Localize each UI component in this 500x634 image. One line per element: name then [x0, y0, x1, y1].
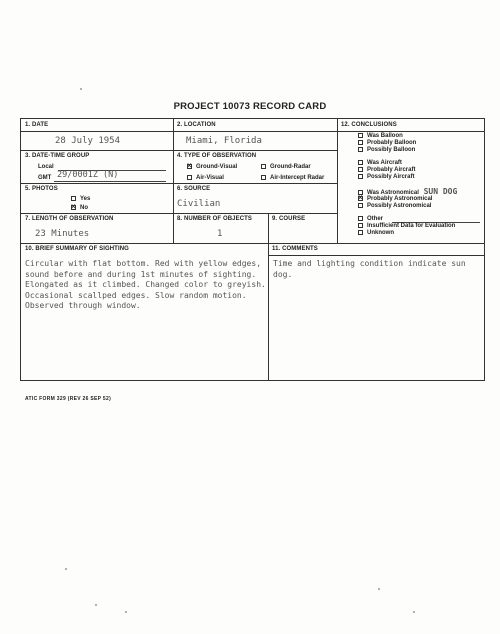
comments-text: Time and lighting condition indicate sun dog.	[273, 259, 466, 279]
scan-speck	[65, 568, 67, 570]
type-obs-label: 4. TYPE OF OBSERVATION	[177, 153, 257, 159]
scan-speck	[80, 88, 82, 90]
location-value: Miami, Florida	[186, 136, 262, 146]
insufficient-data-checkbox[interactable]	[358, 223, 363, 228]
astronomical-note: SUN DOG	[423, 187, 458, 196]
air-intercept-radar-checkbox[interactable]	[261, 175, 266, 180]
photos-no-checkbox[interactable]	[71, 205, 76, 210]
ground-visual-checkbox[interactable]	[187, 164, 192, 169]
source-value: Civilian	[177, 199, 221, 209]
air-visual-checkbox[interactable]	[187, 175, 192, 180]
photos-no[interactable]: ×No	[71, 205, 88, 211]
record-card	[20, 118, 485, 381]
conclusion-was-aircraft[interactable]: Was Aircraft	[358, 160, 402, 166]
scan-speck	[378, 588, 380, 590]
location-label: 2. LOCATION	[177, 122, 216, 128]
dtg-gmt-value: 29/0001Z (N)	[57, 170, 119, 180]
num-objects-value: 1	[217, 229, 223, 239]
conclusion-possibly-aircraft[interactable]: Possibly Aircraft	[358, 174, 414, 180]
was-aircraft-checkbox[interactable]	[358, 160, 363, 165]
date-label: 1. DATE	[25, 122, 49, 128]
conclusion-insufficient-data[interactable]: Insufficient Data for Evaluation	[358, 223, 455, 229]
num-objects-label: 8. NUMBER OF OBJECTS	[177, 216, 253, 222]
length-value: 23 Minutes	[35, 229, 90, 239]
conclusions-label: 12. CONCLUSIONS	[341, 122, 397, 128]
card-title: PROJECT 10073 RECORD CARD	[173, 101, 327, 112]
possibly-balloon-checkbox[interactable]	[358, 147, 363, 152]
course-label: 9. COURSE	[272, 216, 306, 222]
conclusion-was-balloon[interactable]: Was Balloon	[358, 133, 403, 139]
possibly-astronomical-checkbox[interactable]	[358, 203, 363, 208]
conclusion-probably-astronomical[interactable]: ×Probably Astronomical	[358, 196, 432, 202]
ground-radar-checkbox[interactable]	[261, 164, 266, 169]
conclusion-probably-aircraft[interactable]: Probably Aircraft	[358, 167, 415, 173]
type-ground-radar[interactable]: Ground-Radar	[261, 164, 311, 170]
unknown-checkbox[interactable]	[358, 230, 363, 235]
conclusion-other[interactable]: Other	[358, 216, 383, 222]
scan-speck	[413, 611, 415, 613]
other-checkbox[interactable]	[358, 216, 363, 221]
dtg-local-label: Local	[38, 164, 54, 170]
conclusion-possibly-balloon[interactable]: Possibly Balloon	[358, 147, 415, 153]
scan-speck	[95, 604, 97, 606]
type-ground-visual[interactable]: ×Ground-Visual	[187, 164, 237, 170]
comments-label: 11. COMMENTS	[272, 246, 318, 252]
probably-astronomical-checkbox[interactable]	[358, 196, 363, 201]
was-balloon-checkbox[interactable]	[358, 133, 363, 138]
summary-text: Circular with flat bottom. Red with yellow edges, sound before and during 1st minutes of sighting. Elongated as it climbed. Changed color to greyish. Occasional scallped edges. Slow random motion. Observed through window.	[25, 259, 266, 310]
type-air-intercept-radar[interactable]: Air-Intercept Radar	[261, 175, 324, 181]
conclusion-possibly-astronomical[interactable]: Possibly Astronomical	[358, 203, 431, 209]
probably-balloon-checkbox[interactable]	[358, 140, 363, 145]
conclusion-was-astronomical[interactable]: Was Astronomical SUN DOG	[358, 187, 457, 196]
summary-label: 10. BRIEF SUMMARY OF SIGHTING	[25, 246, 129, 252]
length-label: 7. LENGTH OF OBSERVATION	[25, 216, 114, 222]
source-label: 6. SOURCE	[177, 186, 211, 192]
conclusion-unknown[interactable]: Unknown	[358, 230, 394, 236]
scan-speck	[125, 611, 127, 613]
photos-label: 5. PHOTOS	[25, 186, 58, 192]
photos-yes-checkbox[interactable]	[71, 196, 76, 201]
possibly-aircraft-checkbox[interactable]	[358, 174, 363, 179]
form-number: ATIC FORM 329 (REV 26 SEP 52)	[25, 396, 112, 402]
conclusion-probably-balloon[interactable]: Probably Balloon	[358, 140, 416, 146]
photos-yes[interactable]: Yes	[71, 196, 90, 202]
probably-aircraft-checkbox[interactable]	[358, 167, 363, 172]
dtg-label: 3. DATE-TIME GROUP	[25, 153, 90, 159]
dtg-gmt-label: GMT	[38, 175, 52, 181]
date-value: 28 July 1954	[55, 136, 121, 146]
type-air-visual[interactable]: Air-Visual	[187, 175, 224, 181]
